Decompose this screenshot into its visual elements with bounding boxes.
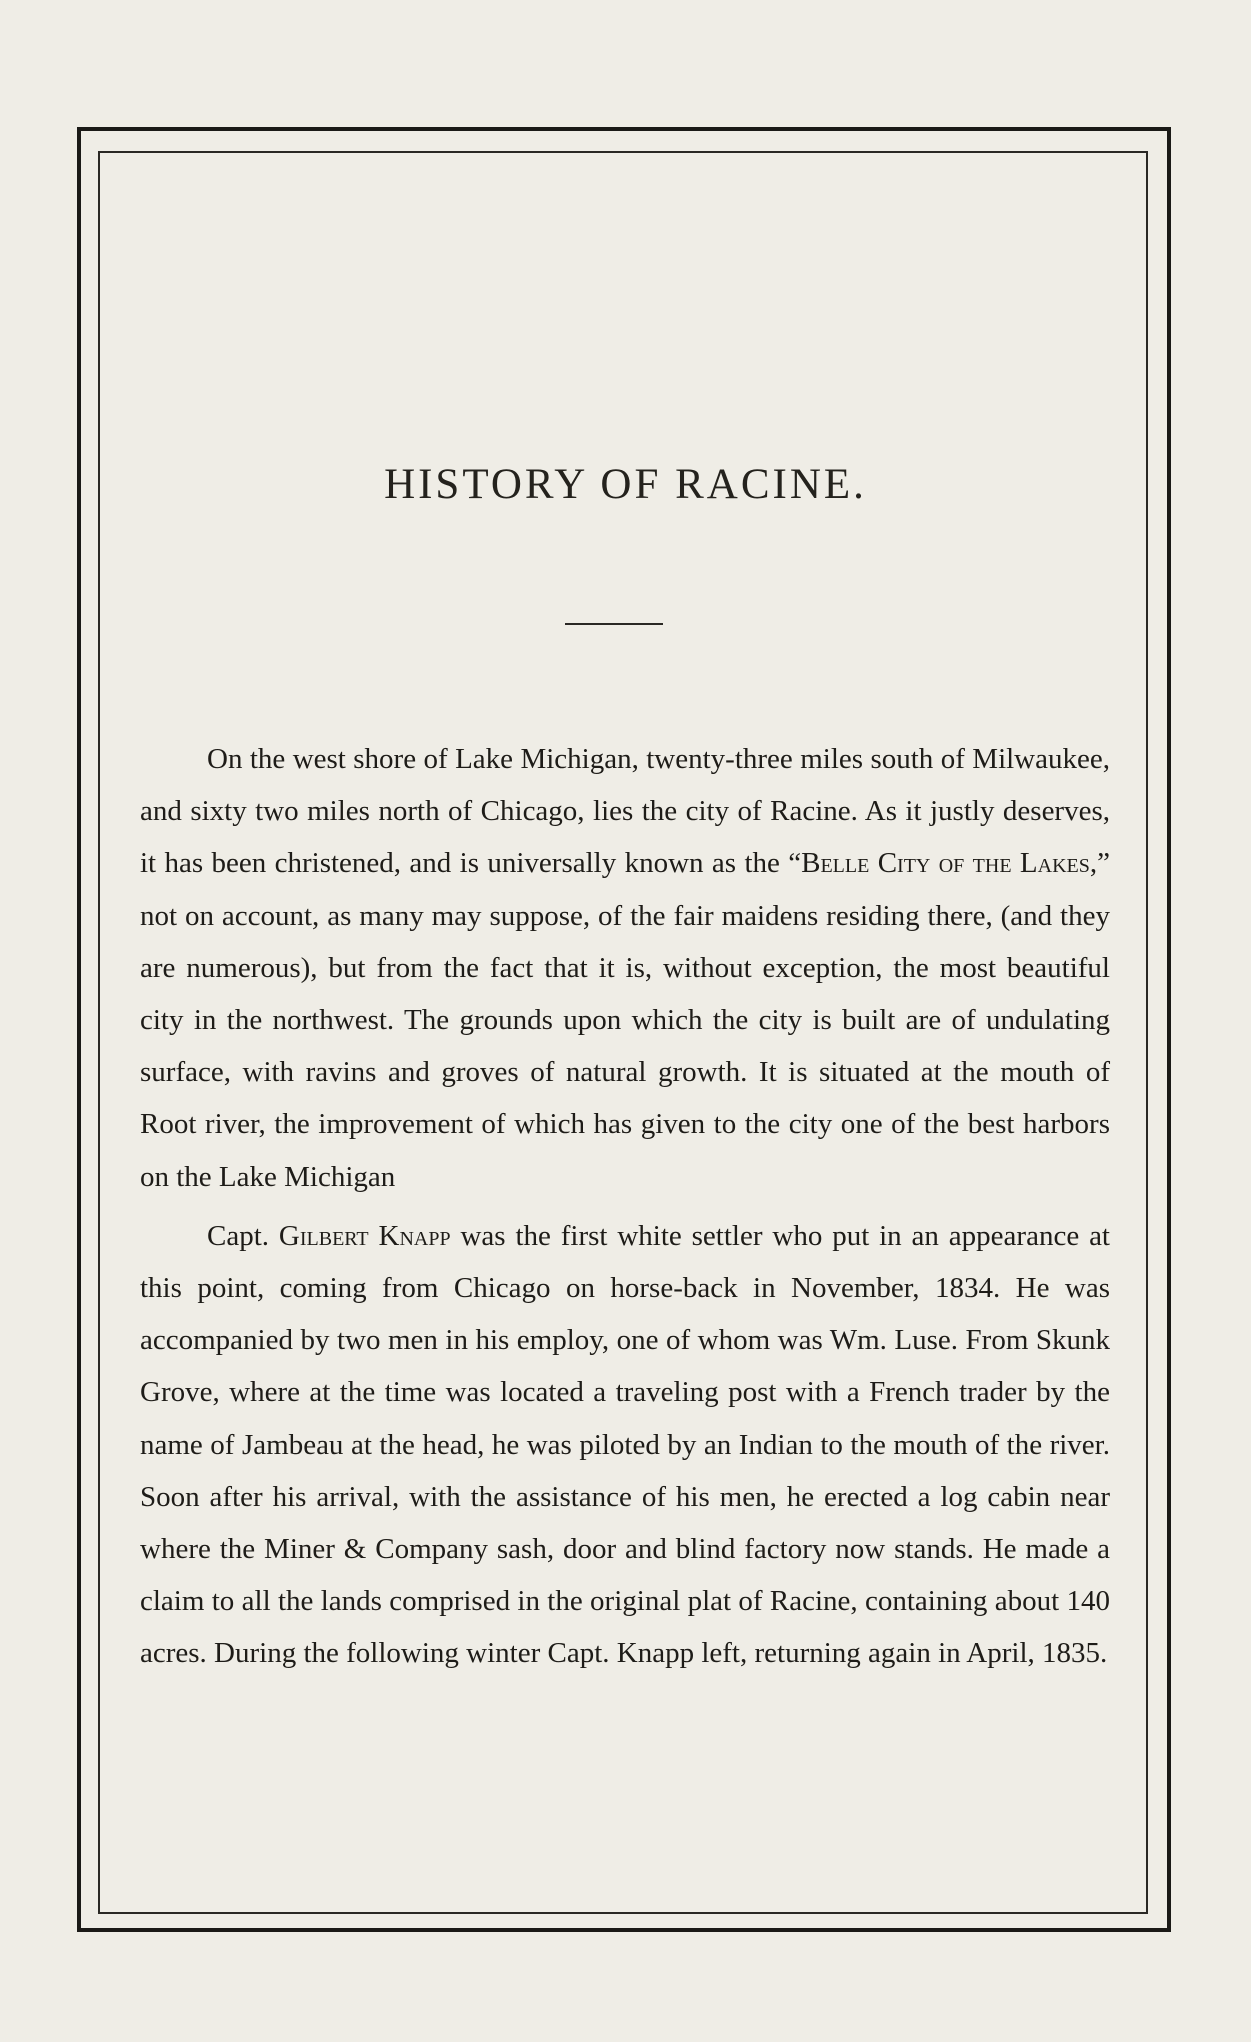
paragraph-text: was the first white settler who put in an appearance at this point, coming from Chicago on horse-back in November, 1834. He was accompanied by two men in his employ, one of whom was Wm. Luse. From Skunk Grove, where at the time was located a traveling post with a French trader by the name of Jambeau at the head, he was piloted by an Indian to the mouth of the river. Soon after his arrival, with the assistance of his men, he erected a log cabin near where the Miner & Company sash, door and blind factory now stands. He made a claim to all the lands comprised in the original plat of Racine, containing about 140 acres. During the following winter Capt. Knapp left, returning again in April, 1835. — [140, 1219, 1110, 1670]
small-caps-name: Gilbert Knapp — [278, 1219, 451, 1252]
paragraph — [140, 1210, 1110, 1680]
small-caps-name: Belle City of the Lakes — [801, 847, 1090, 880]
page-title: HISTORY OF RACINE. — [384, 461, 867, 508]
body-text — [140, 733, 1110, 1680]
paragraph-text: ,” not on account, as many may suppose, of the fair maidens residing there, (and they are numerous), but from the fact that it is, without exception, the most beautiful city in the northwest. The grounds upon which the city is built are of undulating surface, with ravins and groves of natural growth. It is situated at the mouth of Root river, the improvement of which has given to the city one of the best harbors on the Lake Michigan — [140, 847, 1110, 1193]
paragraph-text: On the west shore of Lake Michigan, twenty-three miles south of Milwaukee, and sixty two miles north of Chicago, lies the city of Racine. As it justly deserves, it has been christened, and is universally known as the “ — [140, 743, 1110, 880]
title-divider — [565, 623, 663, 625]
paragraph — [140, 733, 1110, 1203]
paragraph-text: Capt. — [207, 1219, 279, 1252]
